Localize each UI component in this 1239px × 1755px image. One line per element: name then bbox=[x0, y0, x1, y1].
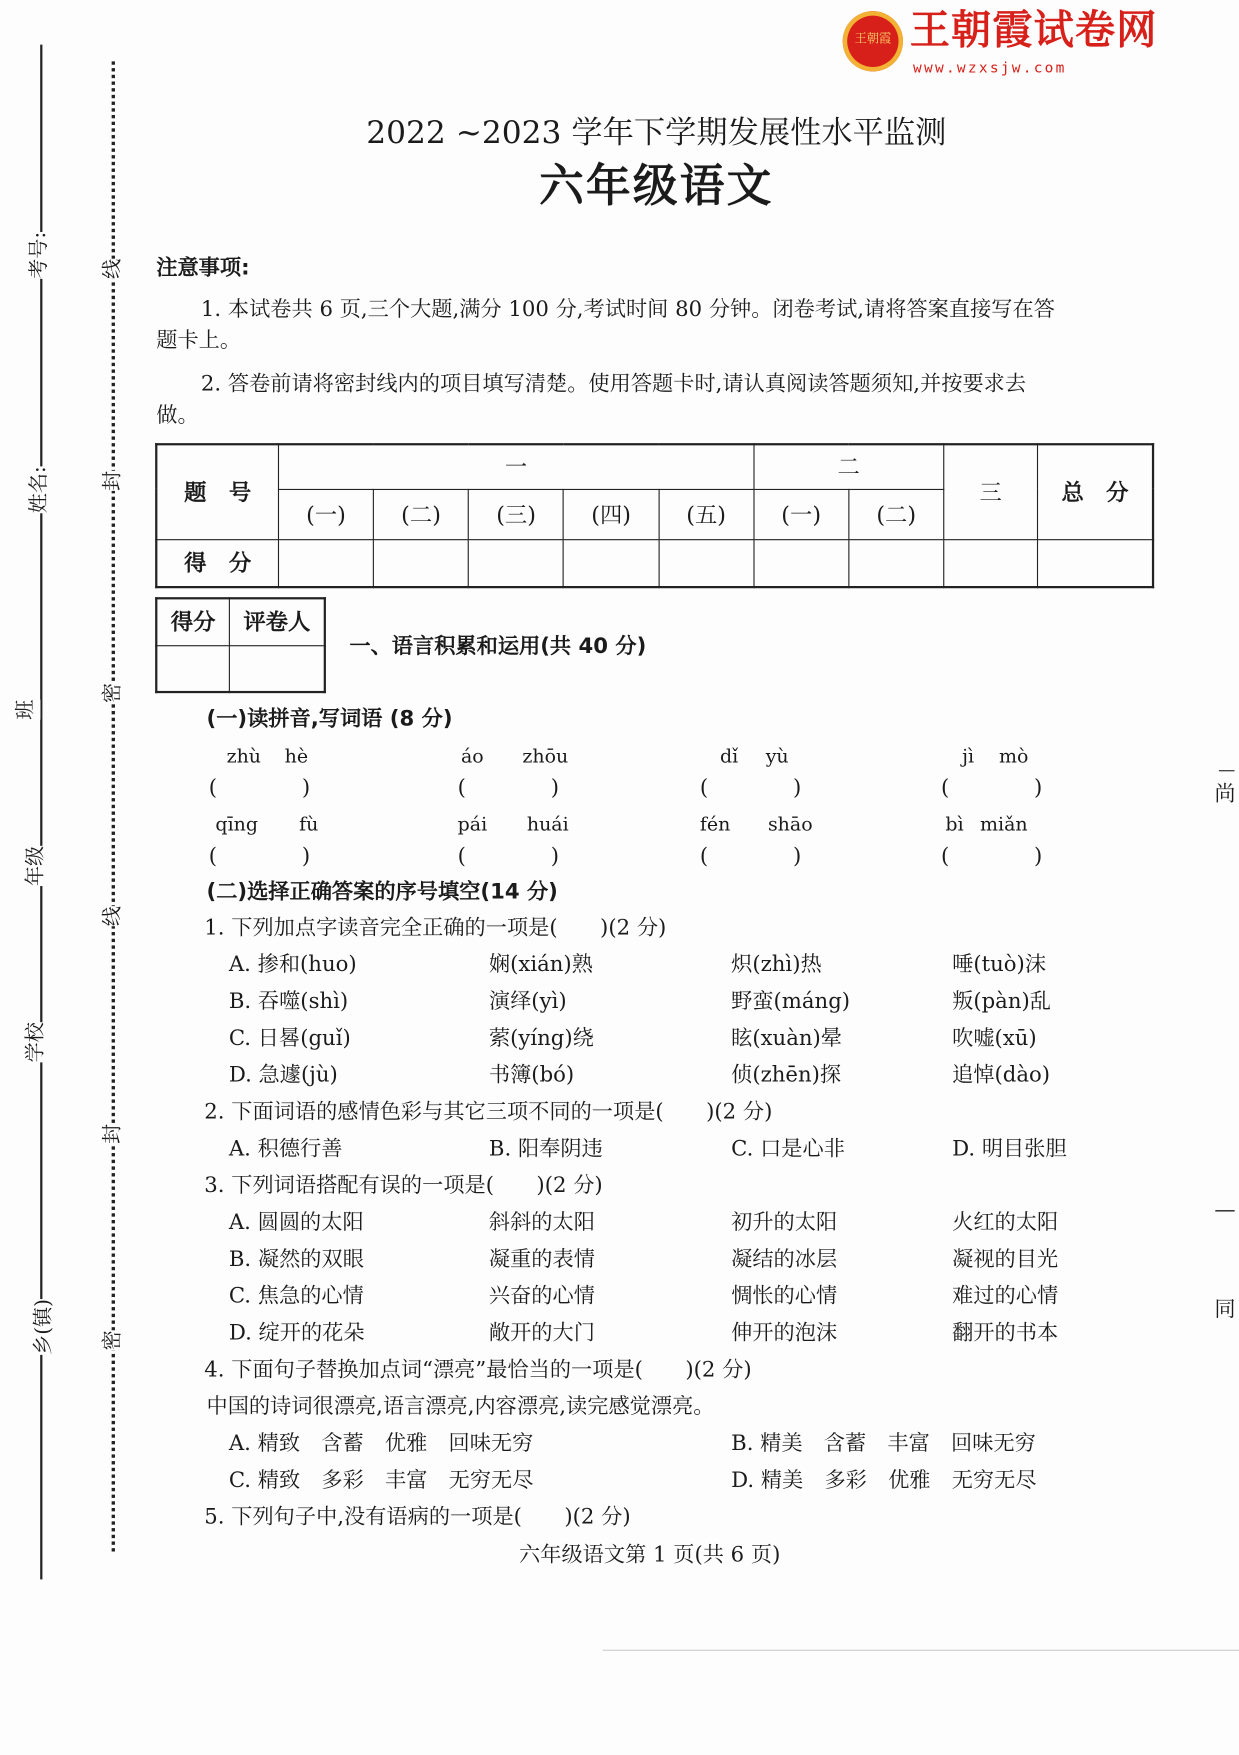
question-stem: 5. 下列句子中,没有语病的一项是( )(2 分) bbox=[204, 1504, 631, 1530]
binding-field-label: 姓名: bbox=[25, 466, 54, 513]
answer-option: 凝结的冰层 bbox=[731, 1246, 838, 1272]
answer-option[interactable]: B. 精美 含蓄 丰富 回味无穷 bbox=[731, 1430, 1036, 1456]
pinyin-syllable: fù bbox=[299, 813, 319, 837]
answer-option: 吹嘘(xū) bbox=[952, 1025, 1037, 1051]
sub-header: (四) bbox=[564, 489, 659, 539]
note-2: 2. 答卷前请将密封线内的项目填写清楚。使用答题卡时,请认真阅读答题须知,并按要求去 bbox=[200, 371, 1027, 397]
answer-option: 敞开的大门 bbox=[488, 1320, 595, 1346]
grader-name-cell[interactable] bbox=[229, 645, 324, 692]
logo-name: 王朝霞试卷网 bbox=[909, 7, 1158, 54]
pinyin-syllable: shāo bbox=[767, 813, 813, 837]
right-edge-line bbox=[1219, 770, 1235, 771]
answer-option: 娴(xián)熟 bbox=[488, 952, 593, 977]
score-cell[interactable] bbox=[659, 539, 754, 587]
pinyin-syllable: miǎn bbox=[980, 813, 1028, 837]
answer-option: 凝视的目光 bbox=[952, 1246, 1059, 1272]
answer-option: 初升的太阳 bbox=[731, 1209, 838, 1235]
score-cell[interactable] bbox=[944, 539, 1038, 587]
sub-header: (三) bbox=[469, 489, 564, 539]
answer-option: 难过的心情 bbox=[952, 1283, 1059, 1309]
answer-option[interactable]: A. 积德行善 bbox=[228, 1136, 343, 1161]
answer-option[interactable]: A. 掺和(huo) bbox=[228, 952, 357, 977]
answer-option[interactable]: B. 阳奉阴违 bbox=[488, 1136, 603, 1161]
question-stem: 3. 下列词语搭配有误的一项是( )(2 分) bbox=[204, 1173, 603, 1198]
answer-option[interactable]: C. 日晷(guǐ) bbox=[228, 1025, 351, 1051]
answer-blank[interactable]: ( ) bbox=[208, 775, 311, 801]
score-cell[interactable] bbox=[849, 539, 944, 587]
answer-option: 野蛮(máng) bbox=[731, 988, 851, 1014]
note-1-cont: 题卡上。 bbox=[156, 328, 242, 353]
section-1-heading: 一、语言积累和运用(共 40 分) bbox=[349, 634, 647, 659]
score-cell[interactable] bbox=[469, 539, 564, 587]
right-edge-char: — bbox=[1214, 1197, 1236, 1223]
answer-option: 翻开的书本 bbox=[952, 1320, 1059, 1346]
answer-option: 眩(xuàn)晕 bbox=[731, 1025, 842, 1051]
answer-option: 炽(zhì)热 bbox=[731, 952, 822, 977]
seal-word: 密 bbox=[98, 683, 127, 703]
answer-blank[interactable]: ( ) bbox=[457, 843, 560, 869]
sub-header: (一) bbox=[278, 489, 373, 539]
question-stem: 1. 下列加点字读音完全正确的一项是( )(2 分) bbox=[204, 915, 667, 940]
answer-option[interactable]: D. 明目张胆 bbox=[952, 1136, 1067, 1161]
answer-option[interactable]: C. 精致 多彩 丰富 无穷无尽 bbox=[228, 1467, 534, 1493]
part-3-header: 三 bbox=[944, 444, 1038, 539]
pinyin-syllable: yù bbox=[765, 745, 789, 768]
score-cell[interactable] bbox=[564, 539, 659, 587]
binding-dotted-line bbox=[112, 61, 115, 1551]
binding-field-label: 班 bbox=[11, 700, 40, 720]
answer-option: 火红的太阳 bbox=[952, 1209, 1059, 1235]
exam-title: 2022 ~2023 学年下学期发展性水平监测 bbox=[366, 113, 947, 151]
answer-option: 伸开的泡沫 bbox=[731, 1320, 838, 1346]
seal-word: 线 bbox=[98, 906, 127, 926]
pinyin-syllable: qīng bbox=[215, 813, 259, 837]
answer-option: 书簿(bó) bbox=[488, 1062, 575, 1088]
score-cell[interactable] bbox=[1038, 539, 1154, 587]
score-cell[interactable] bbox=[374, 539, 469, 587]
page-footer: 六年级语文第 1 页(共 6 页) bbox=[519, 1542, 781, 1568]
answer-option[interactable]: A. 精致 含蓄 优雅 回味无穷 bbox=[228, 1430, 534, 1456]
grader-name-label: 评卷人 bbox=[229, 598, 324, 645]
grader-score-cell[interactable] bbox=[156, 645, 229, 692]
answer-blank[interactable]: ( ) bbox=[940, 775, 1043, 801]
seal-word: 线 bbox=[98, 259, 127, 279]
grader-box bbox=[155, 597, 326, 693]
answer-option: 萦(yíng)绕 bbox=[488, 1025, 594, 1051]
part-2-heading: (二)选择正确答案的序号填空(14 分) bbox=[206, 879, 558, 905]
score-cell[interactable] bbox=[278, 539, 373, 587]
sub-header: (二) bbox=[374, 489, 469, 539]
logo-url: www.wzxsjw.com bbox=[913, 60, 1067, 78]
sub-header: (二) bbox=[849, 489, 944, 539]
pinyin-syllable: fén bbox=[699, 813, 731, 837]
answer-option[interactable]: C. 焦急的心情 bbox=[228, 1283, 364, 1309]
answer-blank[interactable]: ( ) bbox=[457, 775, 560, 801]
answer-blank[interactable]: ( ) bbox=[699, 775, 802, 801]
right-edge-char: 同 bbox=[1214, 1297, 1236, 1322]
answer-option[interactable]: C. 口是心非 bbox=[731, 1136, 845, 1161]
question-number-header: 题 号 bbox=[156, 444, 278, 539]
answer-option: 兴奋的心情 bbox=[488, 1283, 595, 1309]
answer-option: 侦(zhēn)探 bbox=[731, 1062, 842, 1088]
seal-word: 封 bbox=[98, 1124, 127, 1144]
answer-blank[interactable]: ( ) bbox=[208, 843, 311, 869]
part-1-header: 一 bbox=[278, 444, 753, 489]
right-edge-char: 尚 bbox=[1214, 781, 1236, 806]
grader-score-label: 得分 bbox=[156, 598, 229, 645]
bottom-rule bbox=[603, 1650, 1239, 1651]
score-row-label: 得 分 bbox=[156, 539, 278, 587]
answer-option[interactable]: B. 凝然的双眼 bbox=[228, 1246, 364, 1272]
question-stem: 2. 下面词语的感情色彩与其它三项不同的一项是( )(2 分) bbox=[204, 1099, 773, 1125]
answer-option: 斜斜的太阳 bbox=[488, 1209, 595, 1235]
pinyin-syllable: mò bbox=[998, 745, 1029, 768]
binding-field-label: 年级 bbox=[21, 846, 50, 886]
answer-option: 凝重的表情 bbox=[488, 1246, 595, 1272]
sub-header: (一) bbox=[754, 489, 849, 539]
score-cell[interactable] bbox=[754, 539, 849, 587]
question-stem: 4. 下面句子替换加点词“漂亮”最恰当的一项是( )(2 分) bbox=[204, 1357, 752, 1382]
answer-blank[interactable]: ( ) bbox=[940, 843, 1043, 869]
answer-option: 叛(pàn)乱 bbox=[952, 988, 1051, 1014]
note-1: 1. 本试卷共 6 页,三个大题,满分 100 分,考试时间 80 分钟。闭卷考试,请将答案直接写在答 bbox=[200, 296, 1055, 322]
part-1-heading: (一)读拼音,写词语 (8 分) bbox=[206, 706, 453, 732]
seal-word: 密 bbox=[98, 1330, 127, 1350]
score-table bbox=[155, 443, 1154, 588]
pinyin-syllable: zhù bbox=[226, 745, 262, 768]
answer-option: 唾(tuò)沫 bbox=[952, 952, 1047, 977]
pinyin-syllable: bì bbox=[945, 813, 964, 837]
exam-subject: 六年级语文 bbox=[539, 159, 774, 213]
answer-blank[interactable]: ( ) bbox=[699, 843, 802, 869]
pinyin-syllable: áo bbox=[460, 745, 484, 768]
answer-option[interactable]: B. 吞噬(shì) bbox=[228, 988, 349, 1014]
pinyin-syllable: huái bbox=[526, 813, 569, 837]
pinyin-syllable: hè bbox=[284, 745, 309, 768]
seal-word: 封 bbox=[98, 471, 127, 491]
question-sentence: 中国的诗词很漂亮,语言漂亮,内容漂亮,读完感觉漂亮。 bbox=[206, 1394, 715, 1419]
sub-header: (五) bbox=[659, 489, 754, 539]
pinyin-syllable: zhōu bbox=[522, 745, 569, 768]
binding-field-label: 学校 bbox=[21, 1022, 50, 1062]
pinyin-syllable: jì bbox=[962, 745, 975, 768]
answer-option[interactable]: D. 精美 多彩 优雅 无穷无尽 bbox=[731, 1467, 1037, 1493]
part-2-header: 二 bbox=[754, 444, 944, 489]
answer-option: 追悼(dào) bbox=[952, 1062, 1051, 1088]
binding-field-label: 考号: bbox=[25, 232, 54, 279]
note-2-cont: 做。 bbox=[156, 402, 199, 428]
answer-option: 惆怅的心情 bbox=[731, 1283, 838, 1309]
answer-option[interactable]: D. 绽开的花朵 bbox=[228, 1320, 365, 1346]
answer-option[interactable]: A. 圆圆的太阳 bbox=[228, 1209, 364, 1235]
answer-option: 演绎(yì) bbox=[488, 988, 567, 1014]
pinyin-syllable: dǐ bbox=[719, 745, 739, 768]
notes-heading: 注意事项: bbox=[156, 255, 250, 281]
binding-field-label: 乡(镇) bbox=[29, 1299, 58, 1355]
answer-option[interactable]: D. 急遽(jù) bbox=[228, 1062, 338, 1088]
pinyin-syllable: pái bbox=[457, 813, 488, 837]
logo-emblem-icon: 王朝霞 bbox=[843, 11, 903, 71]
total-header: 总 分 bbox=[1038, 444, 1154, 539]
